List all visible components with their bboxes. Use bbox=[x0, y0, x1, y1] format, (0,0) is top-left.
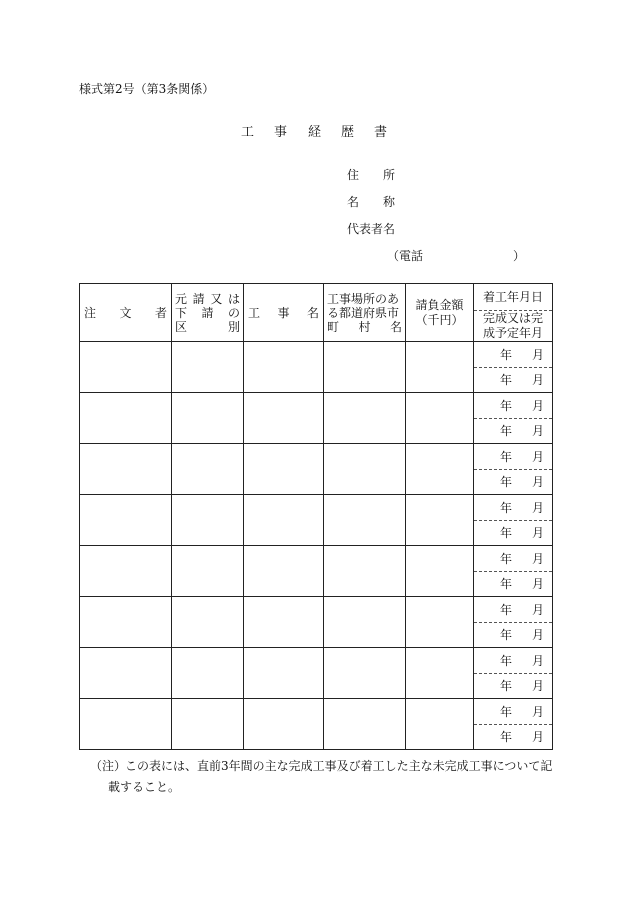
cell-work-name[interactable] bbox=[244, 342, 324, 393]
cell-client[interactable] bbox=[80, 393, 172, 444]
header-client: 注 文 者 bbox=[80, 284, 172, 342]
cell-start-date[interactable] bbox=[474, 495, 553, 521]
note-mark: （注） bbox=[90, 759, 127, 773]
year-label: 年 bbox=[499, 347, 512, 362]
cell-work-name[interactable] bbox=[244, 495, 324, 546]
phone-label: （電話 bbox=[387, 249, 424, 263]
address-label-char: 住 bbox=[347, 168, 360, 182]
cell-start-date[interactable] bbox=[474, 699, 553, 725]
cell-start-date[interactable] bbox=[474, 648, 553, 674]
month-label: 月 bbox=[531, 679, 544, 694]
month-label: 月 bbox=[531, 347, 544, 362]
cell-completion-date[interactable] bbox=[474, 673, 553, 699]
cell-start-date[interactable] bbox=[474, 342, 553, 368]
cell-work-name[interactable] bbox=[244, 597, 324, 648]
header-start-date: 着工年月日 bbox=[474, 284, 553, 311]
cell-contract-amount[interactable] bbox=[406, 699, 474, 750]
table-row bbox=[80, 393, 553, 419]
cell-contract-amount[interactable] bbox=[406, 648, 474, 699]
month-label: 月 bbox=[531, 449, 544, 464]
table-header-row bbox=[80, 284, 553, 311]
cell-work-name[interactable] bbox=[244, 393, 324, 444]
cell-client[interactable] bbox=[80, 342, 172, 393]
year-label: 年 bbox=[499, 449, 512, 464]
table-row bbox=[80, 597, 553, 623]
month-label: 月 bbox=[531, 398, 544, 413]
form-number: 様式第2号（第3条関係） bbox=[79, 82, 215, 96]
cell-location[interactable] bbox=[324, 444, 406, 495]
address-label-char: 所 bbox=[383, 168, 396, 182]
table-row bbox=[80, 444, 553, 470]
year-label: 年 bbox=[499, 602, 512, 617]
month-label: 月 bbox=[531, 475, 544, 490]
cell-contract-amount[interactable] bbox=[406, 495, 474, 546]
year-label: 年 bbox=[499, 500, 512, 515]
cell-client[interactable] bbox=[80, 495, 172, 546]
cell-client[interactable] bbox=[80, 699, 172, 750]
title-char: 歴 bbox=[341, 125, 355, 140]
cell-contract-amount[interactable] bbox=[406, 393, 474, 444]
cell-location[interactable] bbox=[324, 648, 406, 699]
month-label: 月 bbox=[531, 500, 544, 515]
table-row bbox=[80, 648, 553, 674]
cell-contract-amount[interactable] bbox=[406, 444, 474, 495]
year-label: 年 bbox=[499, 551, 512, 566]
header-work-name: 工 事 名 bbox=[244, 284, 324, 342]
cell-completion-date[interactable] bbox=[474, 418, 553, 444]
title-char: 経 bbox=[308, 125, 322, 140]
year-label: 年 bbox=[499, 679, 512, 694]
header-completion-date: 完成又は完 成予定年月 bbox=[474, 311, 553, 342]
cell-contract-type[interactable] bbox=[172, 495, 244, 546]
cell-client[interactable] bbox=[80, 444, 172, 495]
cell-start-date[interactable] bbox=[474, 393, 553, 419]
year-label: 年 bbox=[499, 730, 512, 745]
cell-completion-date[interactable] bbox=[474, 469, 553, 495]
table-row bbox=[80, 342, 553, 368]
cell-client[interactable] bbox=[80, 597, 172, 648]
year-label: 年 bbox=[499, 475, 512, 490]
year-label: 年 bbox=[499, 577, 512, 592]
cell-contract-amount[interactable] bbox=[406, 342, 474, 393]
cell-contract-type[interactable] bbox=[172, 597, 244, 648]
cell-contract-amount[interactable] bbox=[406, 546, 474, 597]
cell-completion-date[interactable] bbox=[474, 724, 553, 750]
header-location: 工事場所のあ る都道府県市 町 村 名 bbox=[324, 284, 406, 342]
cell-location[interactable] bbox=[324, 546, 406, 597]
header-contract-amount: 請負金額 （千円） bbox=[406, 284, 474, 342]
cell-contract-type[interactable] bbox=[172, 546, 244, 597]
header-contract-type: 元 請 又 は 下 請 の 区 別 bbox=[172, 284, 244, 342]
cell-contract-type[interactable] bbox=[172, 393, 244, 444]
cell-location[interactable] bbox=[324, 699, 406, 750]
table-row bbox=[80, 699, 553, 725]
cell-work-name[interactable] bbox=[244, 648, 324, 699]
year-label: 年 bbox=[499, 398, 512, 413]
title-char: 書 bbox=[374, 125, 388, 140]
cell-contract-amount[interactable] bbox=[406, 597, 474, 648]
month-label: 月 bbox=[531, 730, 544, 745]
cell-contract-type[interactable] bbox=[172, 342, 244, 393]
cell-completion-date[interactable] bbox=[474, 622, 553, 648]
year-label: 年 bbox=[499, 653, 512, 668]
cell-contract-type[interactable] bbox=[172, 699, 244, 750]
month-label: 月 bbox=[531, 628, 544, 643]
cell-client[interactable] bbox=[80, 546, 172, 597]
month-label: 月 bbox=[531, 602, 544, 617]
year-label: 年 bbox=[499, 526, 512, 541]
work-history-table bbox=[79, 283, 553, 750]
cell-completion-date[interactable] bbox=[474, 367, 553, 393]
cell-location[interactable] bbox=[324, 393, 406, 444]
year-label: 年 bbox=[499, 424, 512, 439]
cell-start-date[interactable] bbox=[474, 597, 553, 623]
cell-client[interactable] bbox=[80, 648, 172, 699]
cell-contract-type[interactable] bbox=[172, 648, 244, 699]
year-label: 年 bbox=[499, 704, 512, 719]
cell-location[interactable] bbox=[324, 342, 406, 393]
table-row bbox=[80, 546, 553, 572]
year-label: 年 bbox=[499, 628, 512, 643]
cell-work-name[interactable] bbox=[244, 699, 324, 750]
month-label: 月 bbox=[531, 653, 544, 668]
month-label: 月 bbox=[531, 373, 544, 388]
month-label: 月 bbox=[531, 577, 544, 592]
cell-contract-type[interactable] bbox=[172, 444, 244, 495]
name-label-char: 称 bbox=[383, 195, 396, 209]
cell-location[interactable] bbox=[324, 495, 406, 546]
cell-start-date[interactable] bbox=[474, 444, 553, 470]
cell-start-date[interactable] bbox=[474, 546, 553, 572]
note-text-continued: 載すること。 bbox=[108, 780, 181, 794]
month-label: 月 bbox=[531, 424, 544, 439]
phone-close-paren: ） bbox=[513, 249, 526, 263]
representative-label: 代表者名 bbox=[347, 222, 396, 236]
title-char: 工 bbox=[241, 125, 255, 140]
title-char: 事 bbox=[274, 125, 288, 140]
cell-completion-date[interactable] bbox=[474, 571, 553, 597]
name-label-char: 名 bbox=[347, 195, 360, 209]
month-label: 月 bbox=[531, 551, 544, 566]
year-label: 年 bbox=[499, 373, 512, 388]
cell-work-name[interactable] bbox=[244, 444, 324, 495]
cell-location[interactable] bbox=[324, 597, 406, 648]
month-label: 月 bbox=[531, 704, 544, 719]
month-label: 月 bbox=[531, 526, 544, 541]
note-text: この表には、直前3年間の主な完成工事及び着工した主な未完成工事について記 bbox=[125, 759, 553, 773]
cell-work-name[interactable] bbox=[244, 546, 324, 597]
cell-completion-date[interactable] bbox=[474, 520, 553, 546]
table-row bbox=[80, 495, 553, 521]
